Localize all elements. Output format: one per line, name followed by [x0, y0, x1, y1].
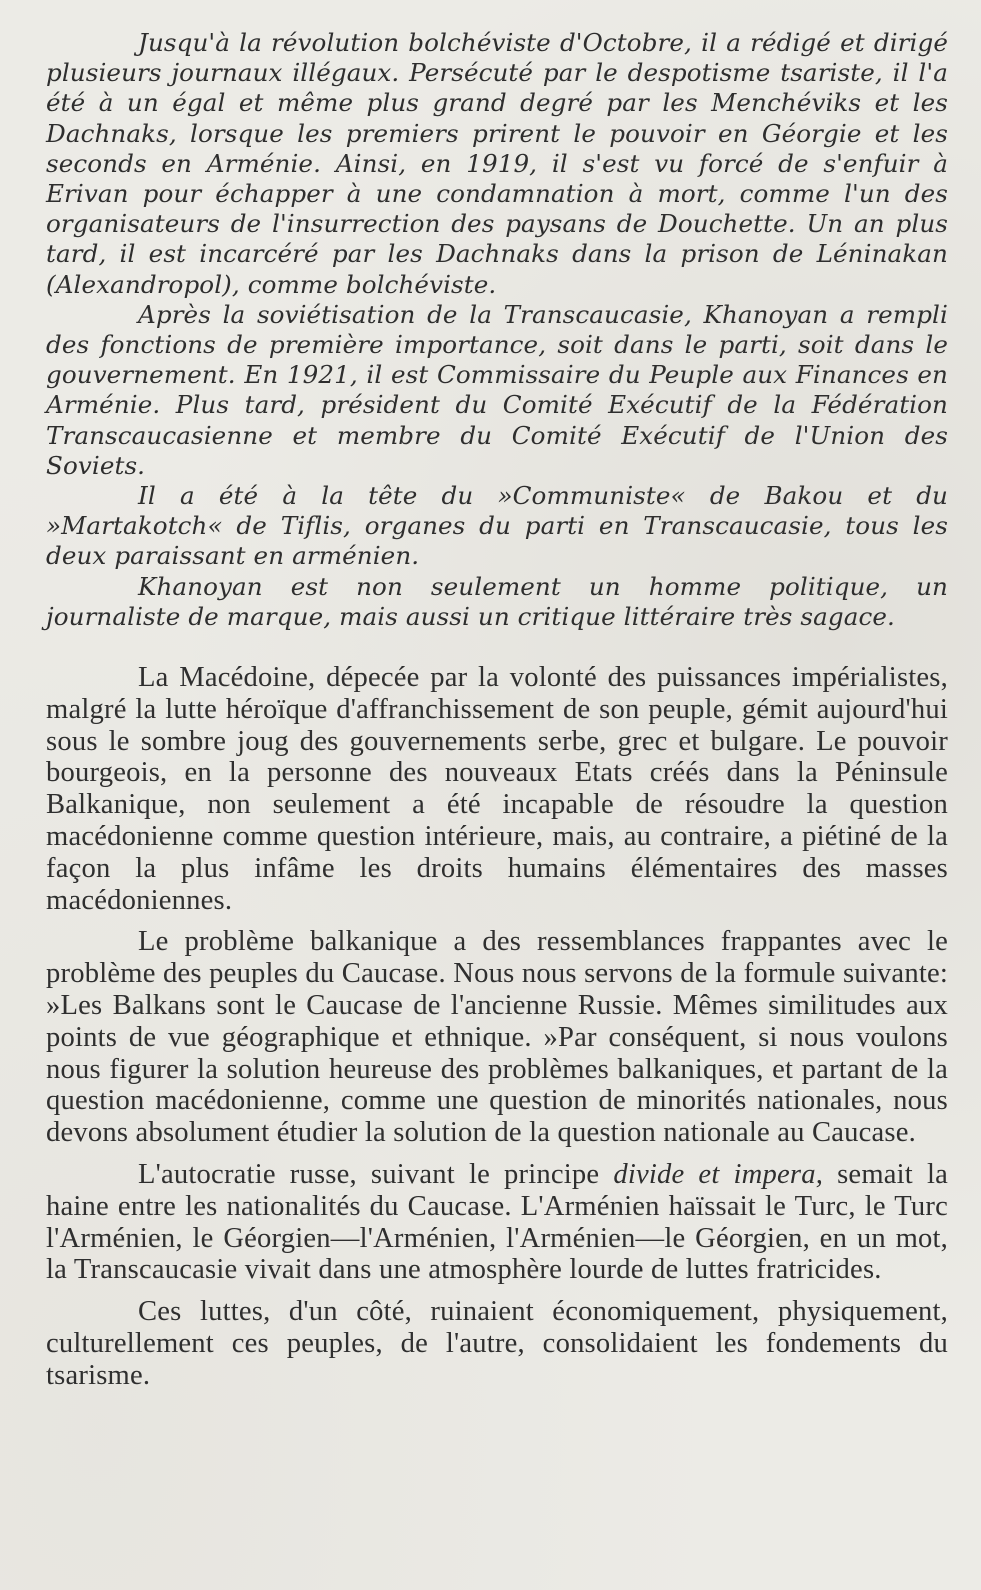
autocratie-text-after: semait la haine entre les nationalités du Caucase. L'Arménien haïssait le Turc, le Turc l'Arménien, le Géorgien—l'Arménien, l'Arménien—le Géorgien, en un mot, la Transcaucasie vivait dans une atmosphère lourde de luttes fratricides. — [46, 1159, 949, 1286]
bio-paragraph-newspapers: Il a été à la tête du »Communiste« de Bakou et du »Martakotch« de Tiflis, organes du parti en Transcaucasie, tous les deux paraissant en arménien. — [46, 481, 948, 571]
bio-paragraph-revolution: Jusqu'à la révolution bolchéviste d'Octobre, il a rédigé et dirigé plusieurs journaux illégaux. Persécuté par le despotisme tsariste, il l'a été à un égal et même plus grand degré par les Menchéviks et les Dachnaks, lorsque les premiers prirent le pouvoir en Géorgie et les seconds en Arménie. Ainsi, en 1919, il s'est vu forcé de s'enfuir à Erivan pour échapper à une condamnation à mort, comme l'un des organisateurs de l'insurrection des paysans de Douchette. Un an plus tard, il est incarcéré par les Dachnaks dans la prison de Léninakan (Alexandropol), comme bolchéviste. — [46, 28, 948, 299]
bio-paragraph-sovietisation: Après la soviétisation de la Transcaucasie, Khanoyan a rempli des fonctions de première importance, soit dans le parti, soit dans le gouvernement. En 1921, il est Commissaire du Peuple aux Finances en Arménie. Plus tard, président du Comité Exécutif de la Fédération Transcaucasienne et membre du Comité Exécutif de l'Union des Soviets. — [46, 299, 948, 480]
paragraph-autocratie — [46, 1159, 948, 1286]
paragraph-macedoine: La Macédoine, dépecée par la volonté des puissances impérialistes, malgré la lutte héroïque d'affranchissement de son peuple, gémit aujourd'hui sous le sombre joug des gouvernements serbe, grec et bulgare. Le pouvoir bourgeois, en la personne des nouveaux Etats créés dans la Péninsule Balkanique, non seulement a été incapable de résoudre la question macédonienne comme question intérieure, mais, au contraire, a piétiné de la façon la plus infâme les droits humains élémentaires des masses macédoniennes. — [46, 662, 948, 916]
roman-article-section — [46, 662, 948, 1392]
paragraph-luttes: Ces luttes, d'un côté, ruinaient économiquement, physiquement, culturellement ces peuples, de l'autre, consolidaient les fondements du tsarisme. — [46, 1296, 948, 1391]
autocratie-text-before: L'autocratie russe, suivant le principe — [138, 1159, 614, 1191]
bio-paragraph-critic: Khanoyan est non seulement un homme politique, un journaliste de marque, mais aussi un critique littéraire très sagace. — [46, 571, 948, 631]
italic-biography-section — [46, 28, 948, 632]
paragraph-probleme-balkanique: Le problème balkanique a des ressemblances frappantes avec le problème des peuples du Caucase. Nous nous servons de la formule suivante: »Les Balkans sont le Caucase de l'ancienne Russie. Mêmes similitudes aux points de vue géographique et ethnique. »Par conséquent, si nous voulons nous figurer la solution heureuse des problèmes balkaniques, et partant de la question macédonienne, comme une question de minorités nationales, nous devons absolument étudier la solution de la question nationale au Caucase. — [46, 926, 948, 1149]
divide-et-impera-phrase: divide et impera, — [613, 1159, 824, 1191]
text-column — [46, 28, 948, 1392]
